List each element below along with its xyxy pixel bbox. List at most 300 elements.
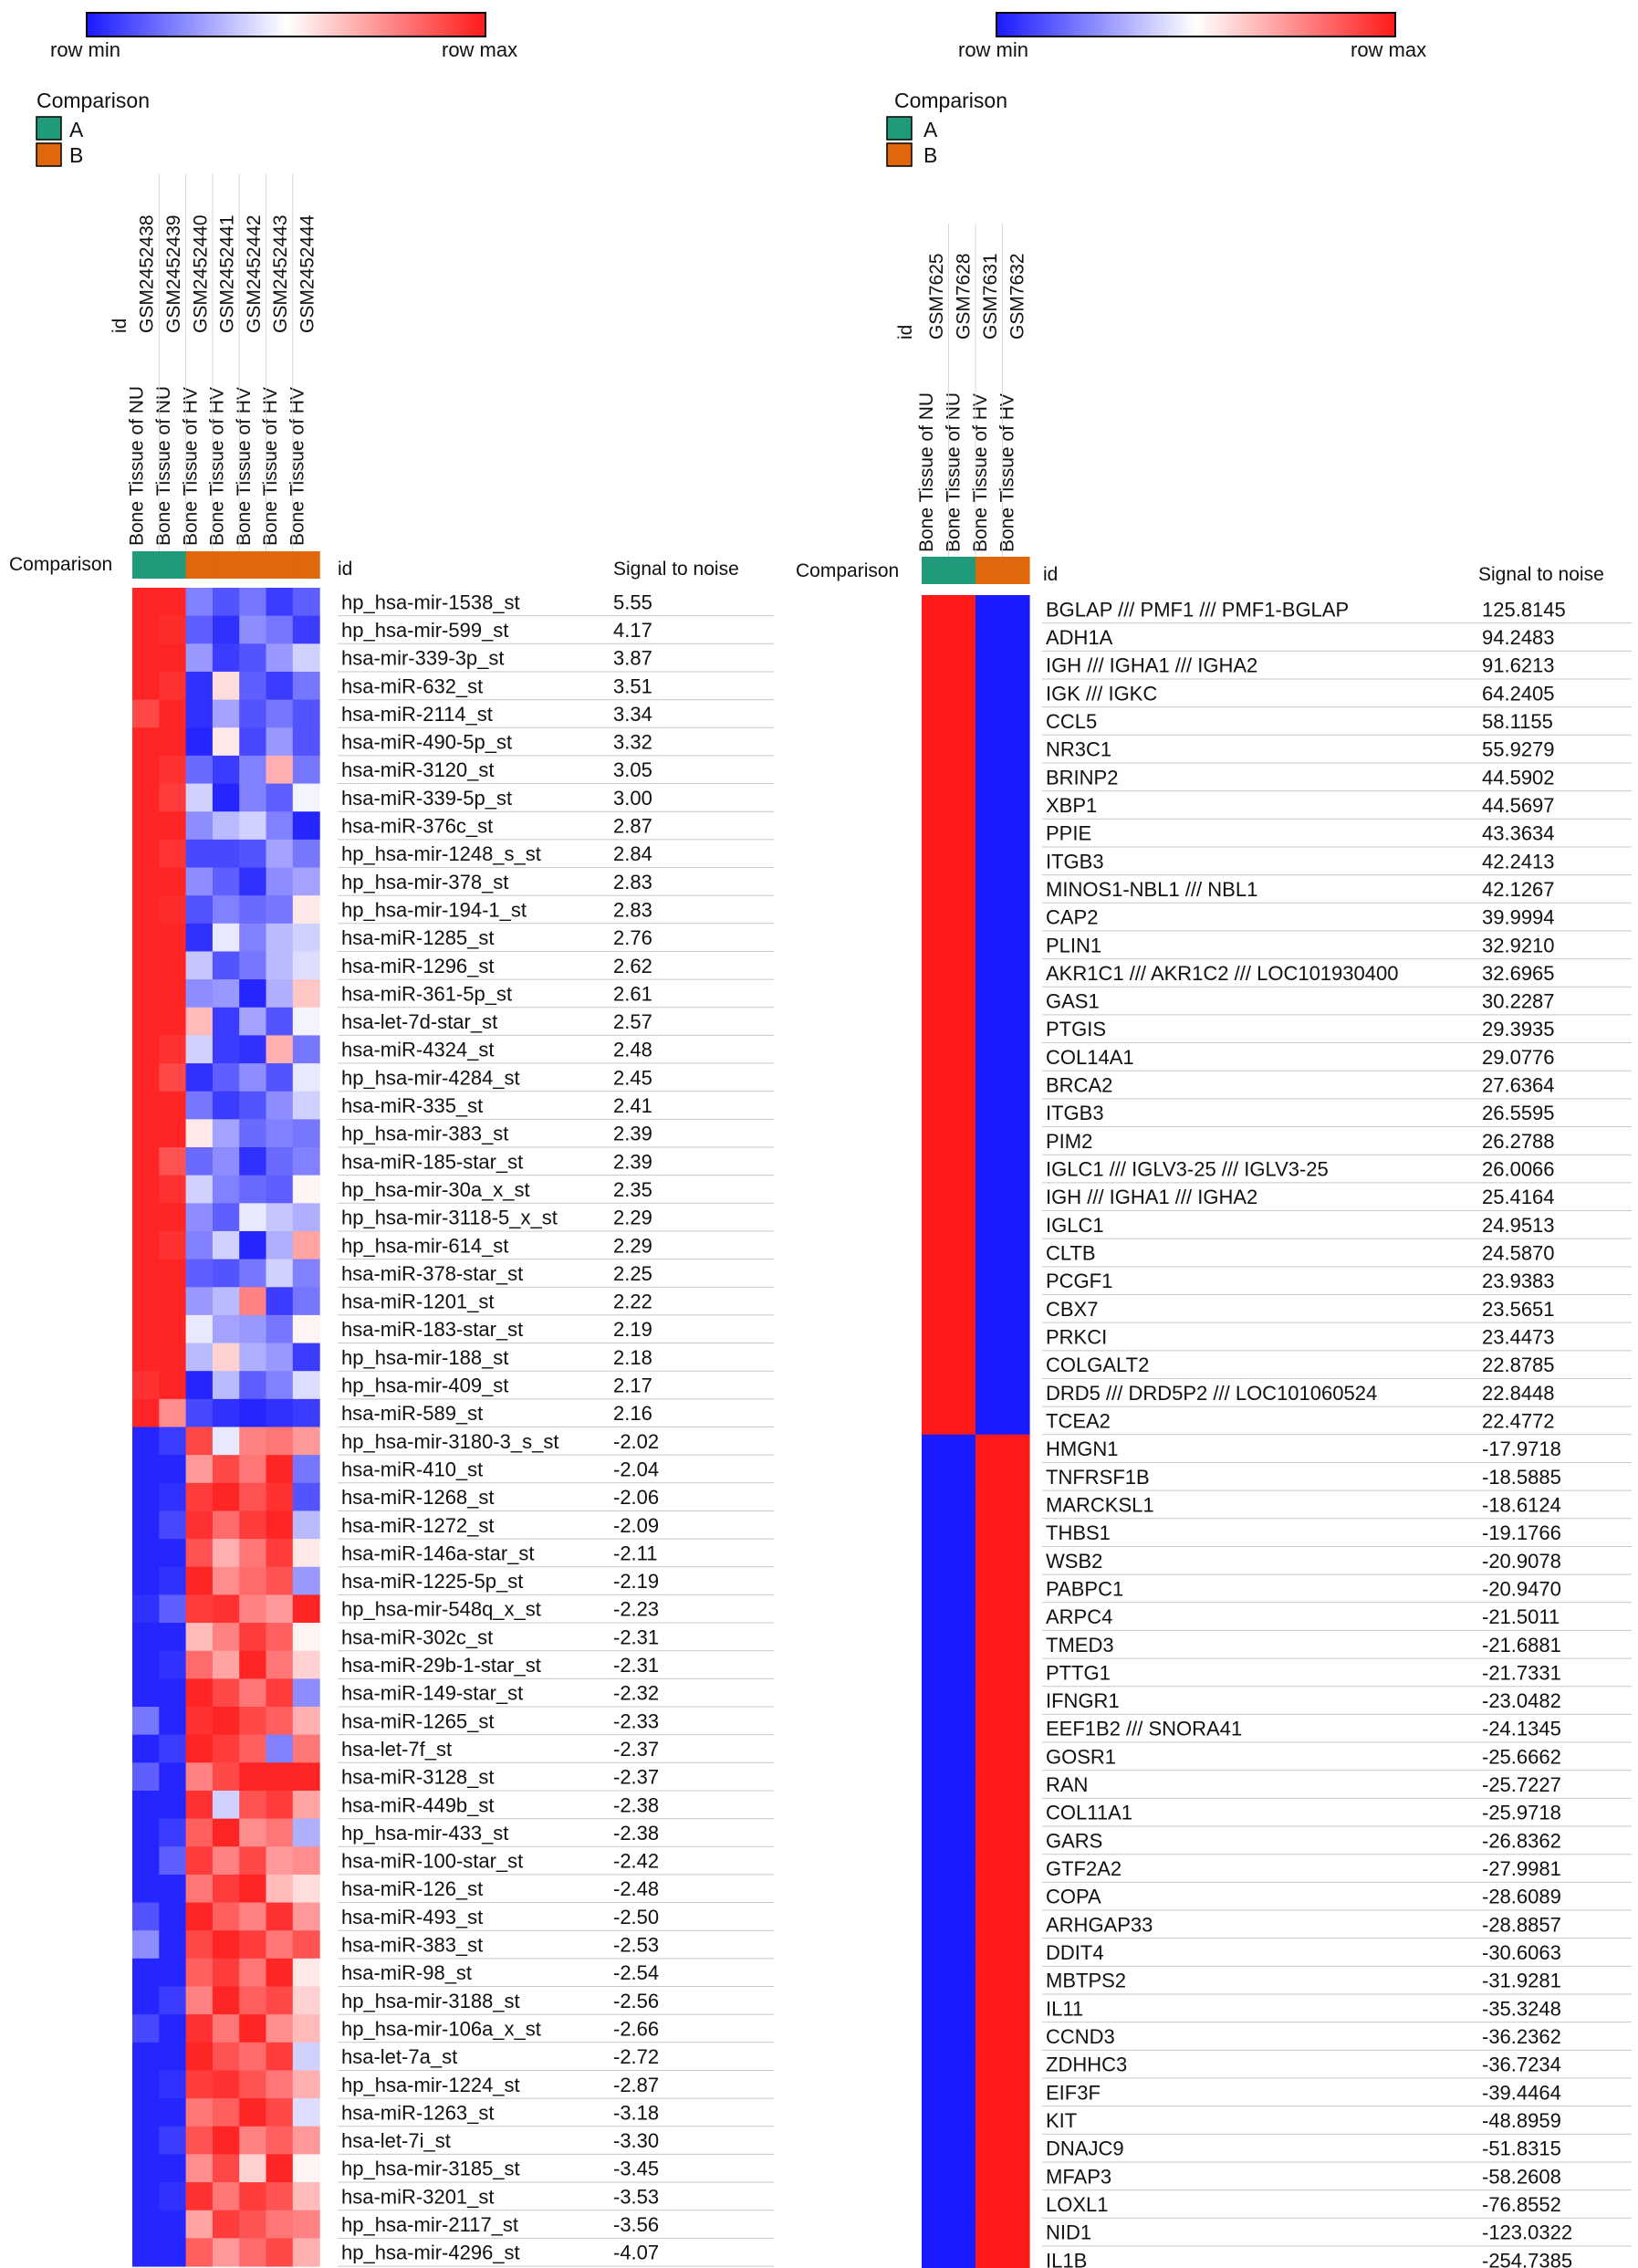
row-id-label: hsa-miR-1225-5p_st [341,1570,524,1594]
heatmap-cell [213,784,240,812]
row-score-label: 2.25 [613,1261,652,1285]
heatmap-cell [266,2182,294,2211]
heatmap-cell [1003,1015,1030,1043]
heatmap-cell [975,1687,1003,1715]
row-id-label: ZDHHC3 [1046,2053,1128,2076]
heatmap-cell [266,1427,294,1456]
heatmap-cell [159,895,186,924]
heatmap-cell [1003,1966,1030,1994]
heatmap-cell [266,1343,294,1372]
row-id-label: hsa-miR-335_st [341,1094,484,1118]
heatmap-cell [239,1707,266,1735]
heatmap-cell [213,588,240,616]
heatmap-cell [159,2127,186,2155]
heatmap-cell [975,1127,1003,1155]
row-score-label: 26.2788 [1482,1129,1555,1153]
heatmap-cell [213,2098,240,2127]
heatmap-cell [186,811,214,840]
row-score-label: -2.37 [613,1765,660,1789]
row-id-label: hp_hsa-mir-30a_x_st [341,1177,530,1201]
heatmap-cell [1003,1378,1030,1406]
row-score-label: -28.8857 [1482,1913,1561,1937]
heatmap-cell [922,1015,949,1043]
heatmap-cell [239,2211,266,2239]
row-id-label: MINOS1-NBL1 /// NBL1 [1046,877,1258,901]
color-scale-bar [996,13,1395,37]
heatmap-cell [186,1903,214,1931]
row-id-label: hsa-miR-449b_st [341,1793,495,1817]
heatmap-cell [132,727,160,756]
heatmap-cell [1003,987,1030,1015]
heatmap-cell [293,1259,320,1288]
row-score-label: -23.0482 [1482,1689,1561,1713]
heatmap-cell [949,1994,976,2022]
heatmap-cell [186,1119,214,1147]
heatmap-cell [293,1315,320,1343]
heatmap-cell [186,1651,214,1679]
heatmap-cell [132,756,160,784]
heatmap-cell [975,1239,1003,1267]
heatmap-cell [132,1510,160,1539]
heatmap-cell [186,1035,214,1063]
row-score-label: -51.8315 [1482,2137,1561,2160]
heatmap-cell [1003,1155,1030,1183]
heatmap-cell [239,1147,266,1176]
row-id-label: NID1 [1046,2221,1092,2244]
row-id-label: ARHGAP33 [1046,1913,1153,1937]
heatmap-cell [159,1819,186,1847]
heatmap-cell [266,1455,294,1483]
heatmap-cell [922,1351,949,1379]
row-score-label: 125.8145 [1482,598,1566,622]
group-legend-left [37,89,150,167]
row-id-label: PLIN1 [1046,934,1102,957]
heatmap-cell [975,847,1003,875]
heatmap-cell [213,1678,240,1707]
heatmap-cell [922,1630,949,1658]
row-score-label: -2.87 [613,2073,660,2096]
heatmap-cell [186,1315,214,1343]
heatmap-cell [1003,1826,1030,1855]
row-id-label: GTF2A2 [1046,1857,1122,1881]
heatmap-cell [159,1762,186,1791]
heatmap-cell [266,1959,294,1987]
heatmap-cell [1003,1910,1030,1939]
heatmap-cell [975,1882,1003,1910]
heatmap-cell [213,672,240,700]
heatmap-cell [975,735,1003,763]
row-score-label: 42.2413 [1482,850,1555,873]
heatmap-cell [1003,847,1030,875]
row-score-label: 29.3935 [1482,1018,1555,1041]
heatmap-cell [132,2098,160,2127]
heatmap-cell [213,868,240,896]
heatmap-cell [1003,2246,1030,2268]
legend-title: Comparison [37,89,150,112]
heatmap-cell [186,700,214,728]
heatmap-cell [159,924,186,952]
heatmap-cell [132,2043,160,2071]
row-id-label: hsa-miR-1296_st [341,954,495,977]
group-bar-cell [949,557,976,584]
heatmap-cell [213,1092,240,1120]
heatmap-cells [132,588,320,2267]
row-score-label: 39.9994 [1482,905,1555,929]
row-score-label: 42.1267 [1482,877,1555,901]
heatmap-cell [266,2014,294,2043]
row-id-label: hp_hsa-mir-3118-5_x_st [341,1206,558,1229]
heatmap-cell [949,987,976,1015]
heatmap-cell [239,1119,266,1147]
heatmap-cell [949,1771,976,1799]
sample-id: GSM2452440 [190,214,212,333]
row-score-label: 27.6364 [1482,1073,1555,1097]
heatmap-cell [159,1119,186,1147]
heatmap-cell [132,1371,160,1399]
heatmap-cell [159,1651,186,1679]
heatmap-cell [922,1910,949,1939]
heatmap-cell [186,1987,214,2015]
row-score-label: -3.18 [613,2101,660,2125]
heatmap-cell [949,595,976,623]
heatmap-cell [159,727,186,756]
heatmap-cell [293,616,320,644]
heatmap-cell [239,1427,266,1456]
heatmap-cell [132,1176,160,1204]
heatmap-cell [213,1119,240,1147]
heatmap-cell [949,1714,976,1742]
heatmap-cell [132,951,160,979]
row-id-label: GARS [1046,1829,1103,1853]
heatmap-cell [213,2070,240,2098]
sample-id: GSM2452443 [270,214,292,333]
heatmap-cell [949,1211,976,1239]
row-id-label: hsa-miR-410_st [341,1458,484,1481]
heatmap-cell [186,1875,214,1903]
row-id-label: HMGN1 [1046,1437,1119,1461]
heatmap-cell [975,931,1003,959]
heatmap-cell [975,763,1003,791]
sample-id: GSM7632 [1007,253,1028,340]
heatmap-cell [239,700,266,728]
row-id-label: DNAJC9 [1046,2137,1124,2160]
heatmap-cell [159,1259,186,1288]
row-id-label: hsa-miR-1285_st [341,926,495,950]
heatmap-cell [293,1119,320,1147]
row-score-label: -2.72 [613,2045,660,2069]
heatmap-cell [213,1735,240,1763]
heatmap-cell [293,1147,320,1176]
heatmap-cell [949,1071,976,1099]
heatmap-cell [949,623,976,652]
heatmap-cell [1003,623,1030,652]
row-score-label: -35.3248 [1482,1997,1561,2021]
heatmap-cell [975,1771,1003,1799]
heatmap-cell [293,2127,320,2155]
heatmap-cell [159,951,186,979]
heatmap-cell [293,1231,320,1259]
heatmap-cell [266,2043,294,2071]
heatmap-cell [293,1343,320,1372]
row-score-label: 23.5651 [1482,1297,1555,1321]
heatmap-cell [975,679,1003,707]
heatmap-cell [186,1567,214,1595]
heatmap-cell [132,2014,160,2043]
row-id-label: hsa-miR-2114_st [341,702,493,726]
row-id-label: KIT [1046,2108,1078,2132]
row-id-label: hp_hsa-mir-188_st [341,1345,509,1369]
heatmap-cell [132,1594,160,1623]
heatmap-cell [132,895,160,924]
row-id-label: hsa-let-7i_st [341,2129,451,2153]
heatmap-cell [239,1315,266,1343]
heatmap-cell [922,847,949,875]
row-id-label: MFAP3 [1046,2165,1112,2189]
heatmap-cell [1003,903,1030,931]
heatmap-cell [949,2050,976,2078]
sample-id: GSM7625 [925,253,947,340]
row-score-label: 2.17 [613,1374,652,1397]
row-score-label: 26.5595 [1482,1102,1555,1125]
row-id-label: hsa-miR-1201_st [341,1290,495,1313]
heatmap-cell [293,1678,320,1707]
heatmap-cell [132,1063,160,1092]
heatmap-cell [922,623,949,652]
heatmap-cell [293,1539,320,1567]
heatmap-cell [213,1875,240,1903]
heatmap-cell [159,1707,186,1735]
sample-id: GSM2452439 [162,214,184,333]
row-id-label: CBX7 [1046,1297,1099,1321]
heatmap-cell [132,643,160,672]
row-score-label: -2.23 [613,1597,660,1621]
row-score-label: -28.6089 [1482,1885,1561,1908]
heatmap-cell [132,2154,160,2182]
heatmap-cell [1003,1798,1030,1826]
heatmap-cell [922,1714,949,1742]
heatmap-cell [293,1651,320,1679]
heatmap-cell [159,1147,186,1176]
heatmap-cell [266,1483,294,1511]
heatmap-cell [975,1603,1003,1631]
heatmap-cell [239,1762,266,1791]
heatmap-cell [132,1791,160,1819]
heatmap-cell [922,2050,949,2078]
sample-labels [127,173,318,551]
row-id-label: hsa-miR-490-5p_st [341,730,513,754]
heatmap-cell [132,2070,160,2098]
row-id-label: hp_hsa-mir-378_st [341,870,509,894]
heatmap-cell [975,1910,1003,1939]
row-score-label: -18.5885 [1482,1465,1561,1489]
heatmap-cell [1003,1519,1030,1547]
heatmap-cell [975,1183,1003,1211]
row-score-label: -3.53 [613,2185,660,2209]
heatmap-cell [266,1287,294,1315]
row-score-label: -2.11 [613,1542,658,1565]
row-id-label: IGLC1 /// IGLV3-25 /// IGLV3-25 [1046,1157,1329,1181]
heatmap-cell [949,819,976,847]
heatmap-cell [186,1678,214,1707]
heatmap-cell [186,2238,214,2266]
row-score-label: -26.8362 [1482,1829,1561,1853]
heatmap-cell [159,1455,186,1483]
heatmap-cell [949,903,976,931]
row-id-label: CCND3 [1046,2024,1115,2048]
heatmap-cell [266,1875,294,1903]
heatmap-cell [213,1930,240,1959]
heatmap-cell [975,1462,1003,1490]
heatmap-cell [266,1791,294,1819]
heatmap-cell [293,1903,320,1931]
heatmap-cell [186,1063,214,1092]
scale-max-label: row max [1351,38,1427,61]
row-id-label: hp_hsa-mir-106a_x_st [341,2017,541,2041]
heatmap-cell [1003,1322,1030,1351]
row-id-label: hsa-let-7a_st [341,2045,458,2069]
heatmap-cell [975,1714,1003,1742]
heatmap-cell [213,1762,240,1791]
heatmap-cell [1003,1658,1030,1687]
row-id-label: hsa-miR-3128_st [341,1765,495,1789]
heatmap-cell [159,700,186,728]
heatmap-cell [186,1735,214,1763]
heatmap-cell [293,1455,320,1483]
row-id-label: DRD5 /// DRD5P2 /// LOC101060524 [1046,1381,1378,1405]
heatmap-cell [159,2014,186,2043]
heatmap-cell [213,1707,240,1735]
row-id-label: IL1B [1046,2249,1088,2268]
heatmap-cell [266,2127,294,2155]
heatmap-cell [213,1455,240,1483]
heatmap-cell [293,2238,320,2266]
heatmap-cell [1003,1239,1030,1267]
heatmap-cell [949,679,976,707]
heatmap-cell [949,1519,976,1547]
row-score-label: -2.38 [613,1793,660,1817]
heatmap-cell [949,1939,976,1967]
heatmap-cell [239,1063,266,1092]
heatmap-cell [186,1539,214,1567]
heatmap-cell [213,1147,240,1176]
heatmap-cell [186,1399,214,1427]
heatmap-cell [293,1483,320,1511]
sample-tissue-label: Bone Tissue of HV [969,393,991,552]
row-id-label: AKR1C1 /// AKR1C2 /// LOC101930400 [1046,961,1399,985]
heatmap-cell [1003,1574,1030,1603]
heatmap-cell [975,959,1003,988]
heatmap-cell [975,2050,1003,2078]
heatmap-cell [922,735,949,763]
row-score-label: 26.0066 [1482,1157,1555,1181]
heatmap-cell [266,700,294,728]
heatmap-cell [1003,1939,1030,1967]
row-score-label: -2.42 [613,1849,660,1873]
heatmap-cell [922,875,949,904]
heatmap-cell [239,895,266,924]
row-id-label: PTGIS [1046,1018,1107,1041]
legend-swatch-b [887,143,912,166]
heatmap-cell [293,895,320,924]
heatmap-cell [186,2211,214,2239]
heatmap-cell [293,643,320,672]
heatmap-cell [132,840,160,868]
heatmap-cell [186,1623,214,1651]
sample-tissue-label: Bone Tissue of NU [152,385,174,546]
heatmap-cell [949,1490,976,1519]
row-id-label: hp_hsa-mir-548q_x_st [341,1597,541,1621]
heatmap-cell [293,1399,320,1427]
heatmap-cell [266,1987,294,2015]
heatmap-cell [949,2022,976,2051]
heatmap-cell [293,1819,320,1847]
row-score-label: 22.8785 [1482,1353,1555,1377]
row-id-label: EEF1B2 /// SNORA41 [1046,1717,1243,1740]
heatmap-cell [293,1623,320,1651]
heatmap-cell [1003,707,1030,736]
heatmap-cell [159,756,186,784]
heatmap-cell [186,1176,214,1204]
row-id-label: hsa-miR-3201_st [341,2185,495,2209]
heatmap-cell [293,1287,320,1315]
heatmap-cell [922,1267,949,1295]
row-score-label: 2.18 [613,1345,652,1369]
heatmap-cell [922,2162,949,2190]
heatmap-cell [239,868,266,896]
heatmap-cell [922,1826,949,1855]
row-score-label: -18.6124 [1482,1493,1561,1517]
row-id-label: hp_hsa-mir-4284_st [341,1066,520,1090]
heatmap-cell [266,2238,294,2266]
group-bar-cell [132,551,160,579]
heatmap-cell [1003,1406,1030,1435]
row-id-label: hsa-miR-376c_st [341,814,494,838]
heatmap-cell [293,2098,320,2127]
heatmap-cell [239,951,266,979]
heatmap-cell [949,1966,976,1994]
legend-swatch-a [887,117,912,140]
heatmap-cell [239,643,266,672]
heatmap-cell [132,588,160,616]
row-score-label: 3.51 [613,674,652,698]
heatmap-cell [186,1343,214,1372]
heatmap-cell [159,1567,186,1595]
heatmap-cell [266,1035,294,1063]
heatmap-cell [266,1707,294,1735]
row-id-label: hp_hsa-mir-599_st [341,618,509,642]
heatmap-cell [186,756,214,784]
row-score-label: -2.31 [613,1654,660,1677]
heatmap-cell [159,784,186,812]
row-id-label: hp_hsa-mir-4296_st [341,2241,520,2264]
row-id-label: PABPC1 [1046,1577,1124,1601]
heatmap-cell [922,1322,949,1351]
row-score-label: 5.55 [613,591,652,614]
heatmap-cell [922,2134,949,2162]
heatmap-cell [213,1063,240,1092]
heatmap-cell [922,1855,949,1883]
heatmap-cell [159,1735,186,1763]
row-score-label: -123.0322 [1482,2221,1573,2244]
row-id-label: BRINP2 [1046,766,1119,789]
heatmap-cell [266,1762,294,1791]
row-id-label: IGLC1 [1046,1213,1104,1237]
heatmap-cell [132,1678,160,1707]
row-score-label: 2.29 [613,1206,652,1229]
heatmap-cell [922,1939,949,1967]
heatmap-cell [266,1930,294,1959]
row-score-label: 2.83 [613,898,652,922]
